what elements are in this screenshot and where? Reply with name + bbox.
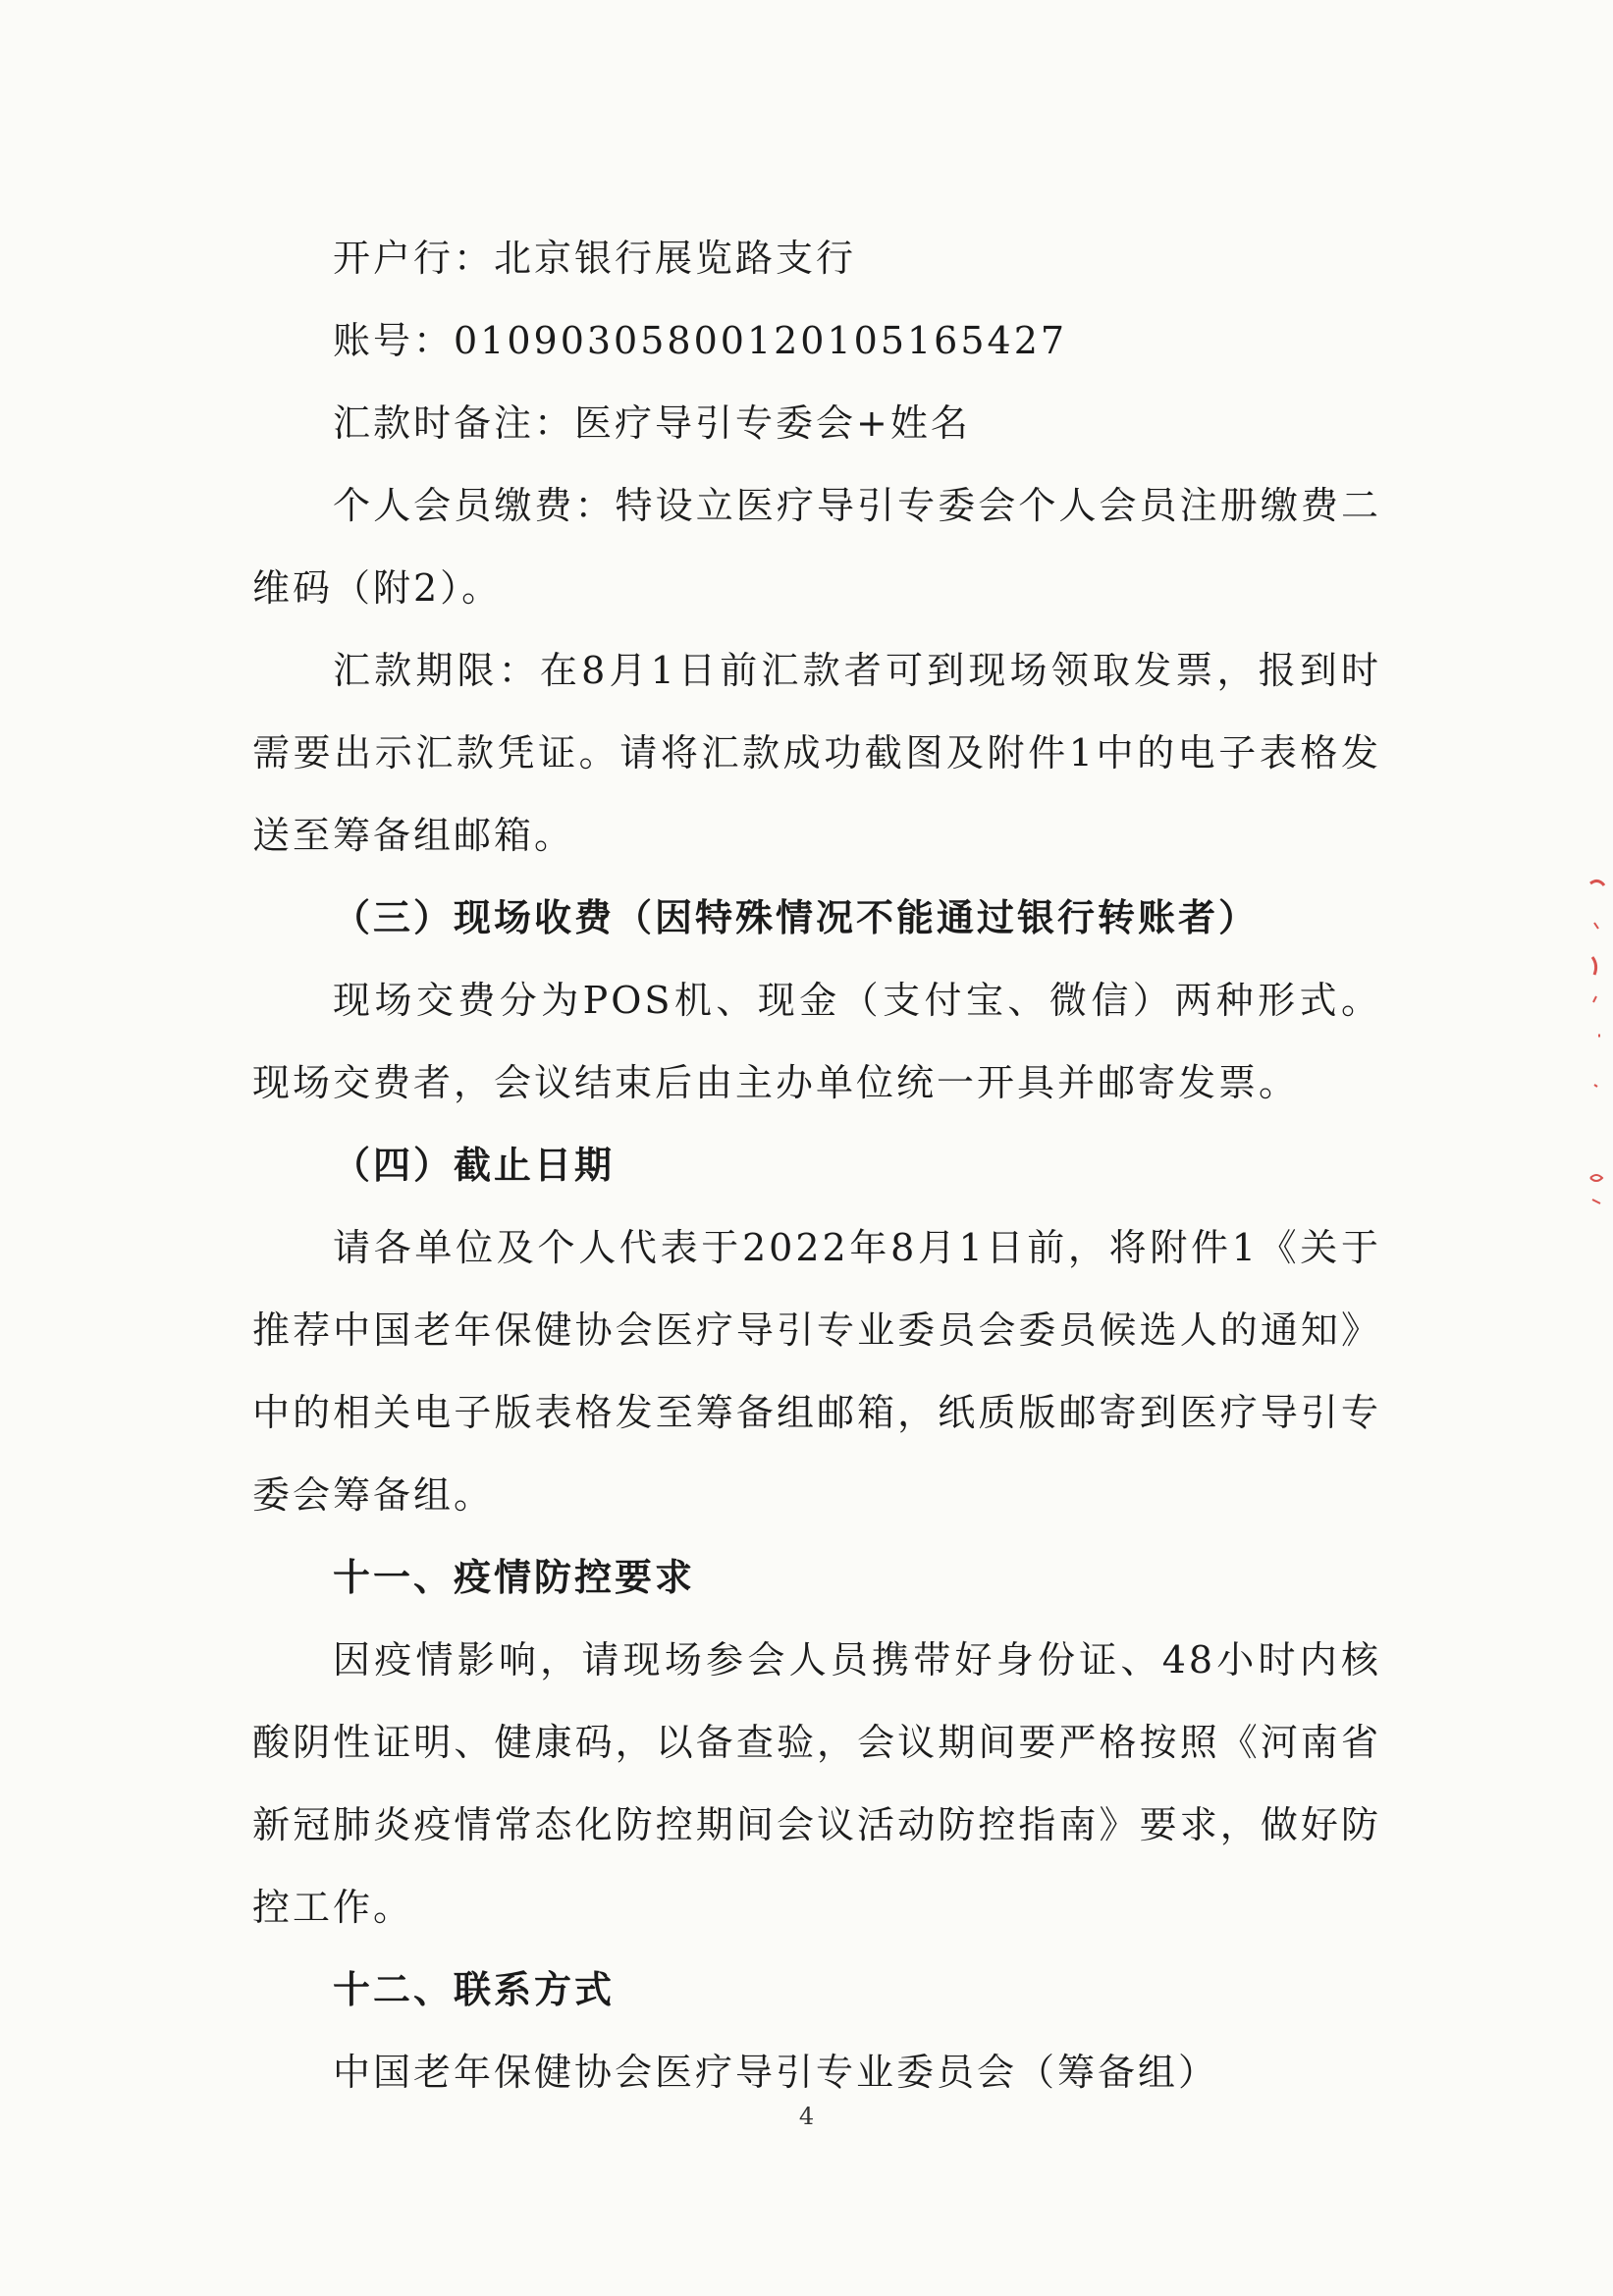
personal-fee-paragraph: 个人会员缴费：特设立医疗导引专委会个人会员注册缴费二维码（附2）。 [252, 484, 1381, 610]
contact-organization-line: 中国老年保健协会医疗导引专业委员会（筹备组） [333, 2051, 1219, 2094]
cutoff-date-heading: （四）截止日期 [333, 1143, 616, 1187]
remark-line: 汇款时备注：医疗导引专委会+姓名 [333, 401, 971, 445]
onsite-fee-paragraph: 现场交费分为POS机、现金（支付宝、微信）两种形式。现场交费者，会议结束后由主办单位统一开具并邮寄发票。 [252, 979, 1381, 1104]
seal-edge-icon [1581, 864, 1610, 1217]
epidemic-section-heading: 十一、疫情防控要求 [333, 1556, 696, 1599]
onsite-fee-heading: （三）现场收费（因特殊情况不能通过银行转账者） [333, 895, 1260, 939]
page-number: 4 [798, 2103, 815, 2130]
contact-section-heading: 十二、联系方式 [333, 1968, 616, 2011]
account-line: 账号：01090305800120105165427 [333, 319, 1068, 362]
bank-line: 开户行：北京银行展览路支行 [333, 237, 857, 280]
epidemic-paragraph: 因疫情影响，请现场参会人员携带好身份证、48小时内核酸阴性证明、健康码，以备查验，会议期间要严格按照《河南省新冠肺炎疫情常态化防控期间会议活动防控指南》要求，做好防控工作。 [252, 1638, 1381, 1929]
cutoff-date-paragraph: 请各单位及个人代表于2022年8月1日前，将附件1《关于推荐中国老年保健协会医疗导引专业委员会委员候选人的通知》中的相关电子版表格发至筹备组邮箱，纸质版邮寄到医疗导引专委会筹备组。 [252, 1226, 1381, 1517]
deadline-paragraph: 汇款期限：在8月1日前汇款者可到现场领取发票，报到时需要出示汇款凭证。请将汇款成功截图及附件1中的电子表格发送至筹备组邮箱。 [252, 649, 1381, 857]
